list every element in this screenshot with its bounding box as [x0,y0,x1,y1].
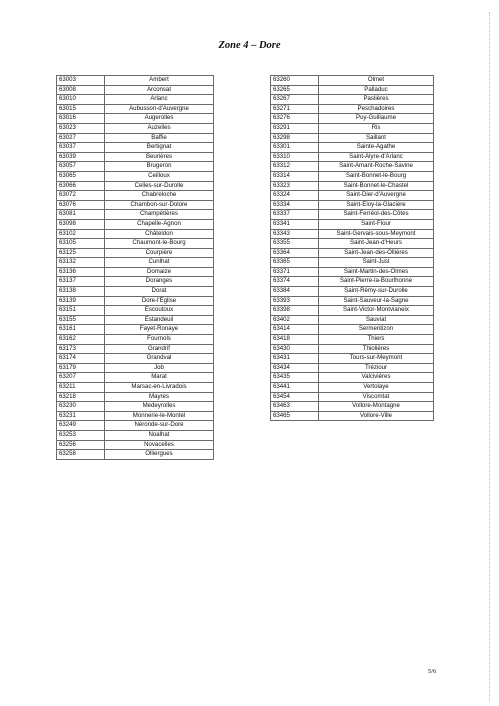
commune-name-cell: Saint-Éloy-la-Glacière [319,200,434,210]
commune-name-cell: Escoutoux [105,306,214,316]
insee-code-cell: 63465 [271,411,319,421]
commune-name-cell: Noalhat [105,430,214,440]
commune-name-cell: Champétières [105,210,214,220]
insee-code-cell: 63314 [271,171,319,181]
commune-name-cell: Estandeuil [105,315,214,325]
table-row [271,315,434,325]
insee-code-cell: 63162 [57,335,105,345]
table-row [271,325,434,335]
insee-code-cell: 63324 [271,191,319,201]
table-row [271,287,434,297]
commune-name-cell: Beurières [105,152,214,162]
insee-code-cell: 63231 [57,411,105,421]
table-row [57,95,214,105]
commune-name-cell: Néronde-sur-Dore [105,421,214,431]
insee-code-cell: 63057 [57,162,105,172]
insee-code-cell: 63337 [271,210,319,220]
insee-code-cell: 63139 [57,296,105,306]
insee-code-cell: 63098 [57,219,105,229]
table-row [57,114,214,124]
commune-name-cell: Saint-Martin-des-Olmes [319,267,434,277]
table-row [57,315,214,325]
insee-code-cell: 63037 [57,143,105,153]
commune-name-cell: Brugeron [105,162,214,172]
commune-name-cell: Dore-l'Église [105,296,214,306]
table-row [57,306,214,316]
insee-code-cell: 63039 [57,152,105,162]
insee-code-cell: 63298 [271,133,319,143]
table-row [271,200,434,210]
table-row [271,306,434,316]
insee-code-cell: 63081 [57,210,105,220]
commune-name-cell: Saint-Just [319,258,434,268]
commune-name-cell: Chambon-sur-Dolore [105,200,214,210]
table-row [57,210,214,220]
commune-name-cell: Marsac-en-Livradois [105,383,214,393]
insee-code-cell: 63371 [271,267,319,277]
insee-code-cell: 63343 [271,229,319,239]
commune-name-cell: Saint-Gervais-sous-Meymont [319,229,434,239]
table-row [271,354,434,364]
commune-name-cell: Saint-Alyre-d'Arlanc [319,152,434,162]
commune-name-cell: Saint-Victor-Montvianeix [319,306,434,316]
table-row [271,95,434,105]
table-row [57,402,214,412]
table-row [57,450,214,460]
commune-name-cell: Arconsat [105,85,214,95]
commune-name-cell: Aubusson-d'Auvergne [105,104,214,114]
insee-code-cell: 63323 [271,181,319,191]
table-row [271,363,434,373]
insee-code-cell: 63072 [57,191,105,201]
table-row [57,392,214,402]
table-row [271,143,434,153]
table-row [271,248,434,258]
table-row [57,344,214,354]
table-row [271,123,434,133]
commune-name-cell: Puy-Guillaume [319,114,434,124]
commune-name-cell: Olliergues [105,450,214,460]
commune-name-cell: Saint-Dier-d'Auvergne [319,191,434,201]
insee-code-cell: 63102 [57,229,105,239]
commune-name-cell: Cunlhat [105,258,214,268]
table-row [57,133,214,143]
table-row [271,85,434,95]
commune-name-cell: Palladuc [319,85,434,95]
commune-name-cell: Saint-Pierre-la-Bourlhonne [319,277,434,287]
commune-name-cell: Saillant [319,133,434,143]
insee-code-cell: 63065 [57,171,105,181]
table-row [271,219,434,229]
table-row [57,258,214,268]
commune-name-cell: Valcivières [319,373,434,383]
table-row [271,373,434,383]
insee-code-cell: 63431 [271,354,319,364]
insee-code-cell: 63137 [57,277,105,287]
commune-name-cell: Châteldon [105,229,214,239]
commune-name-cell: Mayres [105,392,214,402]
table-row [271,402,434,412]
commune-name-cell: Fayet-Ronaye [105,325,214,335]
insee-code-cell: 63418 [271,335,319,345]
insee-code-cell: 63132 [57,258,105,268]
commune-name-cell: Saint-Amant-Roche-Savine [319,162,434,172]
table-row [57,354,214,364]
insee-code-cell: 63312 [271,162,319,172]
commune-name-cell: Saint-Jean-des-Ollières [319,248,434,258]
table-row [271,411,434,421]
commune-name-cell: Olmet [319,76,434,86]
table-row [271,229,434,239]
insee-code-cell: 63211 [57,383,105,393]
table-row [57,191,214,201]
page-number: 5/6 [428,668,437,675]
table-row [271,114,434,124]
table-row [57,76,214,86]
commune-name-cell: Ambert [105,76,214,86]
table-row [57,383,214,393]
insee-code-cell: 63291 [271,123,319,133]
table-row [271,76,434,86]
commune-name-cell: Tours-sur-Meymont [319,354,434,364]
insee-code-cell: 63136 [57,267,105,277]
insee-code-cell: 63249 [57,421,105,431]
table-row [57,104,214,114]
table-row [57,85,214,95]
insee-code-cell: 63364 [271,248,319,258]
table-row [271,267,434,277]
insee-code-cell: 63434 [271,363,319,373]
insee-code-cell: 63230 [57,402,105,412]
commune-name-cell: Saint-Jean-d'Heurs [319,239,434,249]
commune-name-cell: Tréziour [319,363,434,373]
insee-code-cell: 63151 [57,306,105,316]
table-row [271,104,434,114]
commune-name-cell: Baffie [105,133,214,143]
table-row [57,162,214,172]
commune-name-cell: Fournols [105,335,214,345]
table-row [271,162,434,172]
table-row [57,296,214,306]
table-row [57,411,214,421]
insee-code-cell: 63393 [271,296,319,306]
insee-code-cell: 63016 [57,114,105,124]
table-row [271,152,434,162]
table-row [57,123,214,133]
commune-name-cell: Celles-sur-Durolle [105,181,214,191]
table-row [57,143,214,153]
insee-code-cell: 63271 [271,104,319,114]
page-title: Zone 4 – Dore [218,40,281,51]
insee-code-cell: 63161 [57,325,105,335]
insee-code-cell: 63105 [57,239,105,249]
commune-name-cell: Vollore-Ville [319,411,434,421]
commune-name-cell: Chapelle-Agnon [105,219,214,229]
insee-code-cell: 63365 [271,258,319,268]
insee-code-cell: 63003 [57,76,105,86]
table-row [271,133,434,143]
table-row [271,383,434,393]
insee-code-cell: 63174 [57,354,105,364]
insee-code-cell: 63265 [271,85,319,95]
table-row [57,152,214,162]
commune-name-cell: Vollore-Montagne [319,402,434,412]
insee-code-cell: 63207 [57,373,105,383]
commune-table-left [56,75,214,460]
table-row [57,229,214,239]
insee-code-cell: 63341 [271,219,319,229]
insee-code-cell: 63173 [57,344,105,354]
insee-code-cell: 63398 [271,306,319,316]
insee-code-cell: 63023 [57,123,105,133]
table-row [57,171,214,181]
commune-name-cell: Peschadoires [319,104,434,114]
insee-code-cell: 63125 [57,248,105,258]
margin-guide-line [489,12,490,702]
commune-name-cell: Grandval [105,354,214,364]
commune-name-cell: Chabreloche [105,191,214,201]
commune-name-cell: Augerolles [105,114,214,124]
commune-table-left-body [57,76,214,460]
insee-code-cell: 63076 [57,200,105,210]
commune-name-cell: Medeyrolles [105,402,214,412]
commune-name-cell: Saint-Bonnet-le-Bourg [319,171,434,181]
table-row [57,440,214,450]
table-row [271,258,434,268]
insee-code-cell: 63430 [271,344,319,354]
table-row [57,277,214,287]
commune-name-cell: Saint-Bonnet-le-Chastel [319,181,434,191]
insee-code-cell: 63260 [271,76,319,86]
commune-name-cell: Saint-Flour [319,219,434,229]
table-row [271,181,434,191]
commune-name-cell: Viscomtat [319,392,434,402]
table-row [57,430,214,440]
insee-code-cell: 63441 [271,383,319,393]
table-row [57,325,214,335]
commune-name-cell: Sainte-Agathe [319,143,434,153]
insee-code-cell: 63310 [271,152,319,162]
table-row [57,287,214,297]
commune-name-cell: Courpière [105,248,214,258]
insee-code-cell: 63179 [57,363,105,373]
insee-code-cell: 63414 [271,325,319,335]
commune-name-cell: Bertignat [105,143,214,153]
commune-name-cell: Marat [105,373,214,383]
table-row [271,392,434,402]
commune-name-cell: Saint-Ferréol-des-Côtes [319,210,434,220]
table-row [57,421,214,431]
table-row [271,296,434,306]
commune-name-cell: Monnerie-le-Montel [105,411,214,421]
table-row [271,210,434,220]
table-row [271,171,434,181]
table-row [57,219,214,229]
table-row [271,344,434,354]
table-row [271,191,434,201]
insee-code-cell: 63015 [57,104,105,114]
commune-name-cell: Thiolières [319,344,434,354]
insee-code-cell: 63435 [271,373,319,383]
commune-name-cell: Auzelles [105,123,214,133]
insee-code-cell: 63258 [57,450,105,460]
insee-code-cell: 63218 [57,392,105,402]
insee-code-cell: 63454 [271,392,319,402]
commune-table-right-body [271,76,434,421]
commune-name-cell: Saint-Sauveur-la-Sagne [319,296,434,306]
table-row [57,181,214,191]
table-row [57,335,214,345]
insee-code-cell: 63276 [271,114,319,124]
insee-code-cell: 63010 [57,95,105,105]
commune-name-cell: Doranges [105,277,214,287]
table-row [57,363,214,373]
table-row [57,373,214,383]
insee-code-cell: 63301 [271,143,319,153]
commune-name-cell: Sermentizon [319,325,434,335]
insee-code-cell: 63355 [271,239,319,249]
commune-name-cell: Paslières [319,95,434,105]
table-row [271,277,434,287]
commune-name-cell: Job [105,363,214,373]
insee-code-cell: 63463 [271,402,319,412]
insee-code-cell: 63027 [57,133,105,143]
commune-name-cell: Vertolaye [319,383,434,393]
commune-name-cell: Novacelles [105,440,214,450]
insee-code-cell: 63253 [57,430,105,440]
insee-code-cell: 63256 [57,440,105,450]
table-row [271,335,434,345]
commune-name-cell: Domaize [105,267,214,277]
table-row [57,239,214,249]
commune-name-cell: Ris [319,123,434,133]
table-row [271,239,434,249]
insee-code-cell: 63267 [271,95,319,105]
commune-name-cell: Arlanc [105,95,214,105]
insee-code-cell: 63334 [271,200,319,210]
commune-name-cell: Grandrif [105,344,214,354]
commune-table-right [270,75,434,421]
table-row [57,200,214,210]
table-row [57,267,214,277]
insee-code-cell: 63066 [57,181,105,191]
insee-code-cell: 63374 [271,277,319,287]
table-row [57,248,214,258]
commune-name-cell: Dorat [105,287,214,297]
commune-name-cell: Thiers [319,335,434,345]
commune-name-cell: Saint-Rémy-sur-Durolle [319,287,434,297]
insee-code-cell: 63402 [271,315,319,325]
insee-code-cell: 63008 [57,85,105,95]
commune-name-cell: Chaumont-le-Bourg [105,239,214,249]
insee-code-cell: 63155 [57,315,105,325]
insee-code-cell: 63384 [271,287,319,297]
insee-code-cell: 63138 [57,287,105,297]
commune-name-cell: Ceilloux [105,171,214,181]
commune-name-cell: Sauviat [319,315,434,325]
